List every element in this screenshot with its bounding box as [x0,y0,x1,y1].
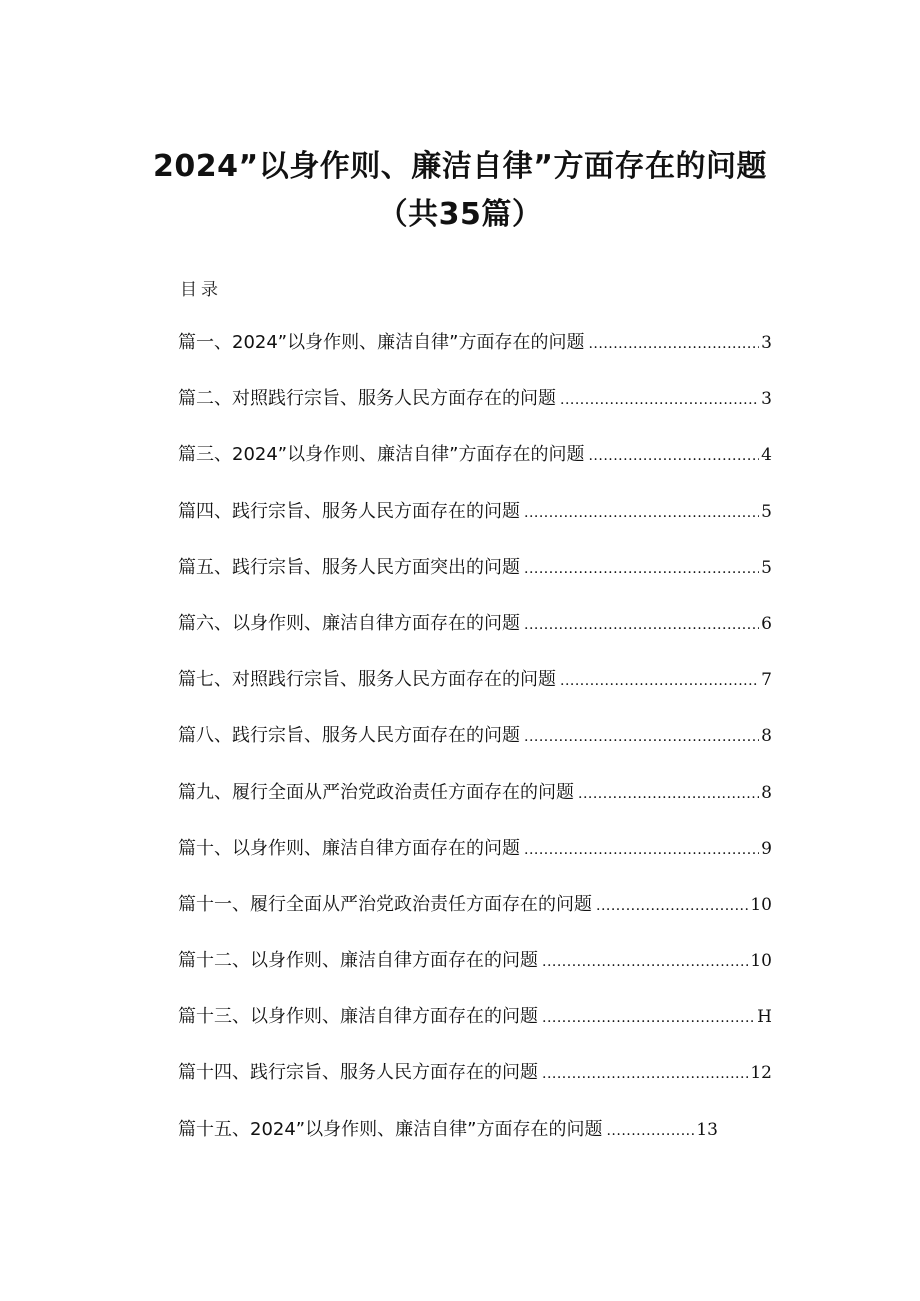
toc-item-label: 篇十五、2024”以身作则、廉洁自律”方面存在的问题 [178,1118,603,1140]
toc-item[interactable] [178,499,772,555]
toc-item-page: 8 [761,782,772,803]
toc-item-label: 篇十二、以身作则、廉洁自律方面存在的问题 [178,950,538,972]
toc-leader [542,1005,755,1031]
toc-item[interactable] [178,1004,772,1060]
toc-leader [524,500,759,526]
toc-item[interactable] [178,1117,718,1173]
toc-item[interactable] [178,948,772,1004]
toc-item-label: 篇五、践行宗旨、服务人民方面突出的问题 [178,556,520,578]
toc-item-page: 6 [761,613,772,634]
toc-item[interactable] [178,723,772,779]
toc-item-label: 篇十三、以身作则、廉洁自律方面存在的问题 [178,1006,538,1028]
toc-item[interactable] [178,386,772,442]
toc-leader [578,781,759,807]
toc-item-label: 篇十四、践行宗旨、服务人民方面存在的问题 [178,1062,538,1084]
toc-leader [560,387,759,413]
toc-leader [524,612,759,638]
toc-item[interactable] [178,836,772,892]
toc-item-page: 10 [750,894,772,915]
toc-item-label: 篇十一、履行全面从严治党政治责任方面存在的问题 [178,893,592,915]
toc-item-label: 篇六、以身作则、廉洁自律方面存在的问题 [178,612,520,634]
toc-item-page: 13 [696,1119,718,1140]
document-title: 2024”以身作则、廉洁自律”方面存在的问题 [153,149,767,184]
toc-item-label: 篇四、践行宗旨、服务人民方面存在的问题 [178,500,520,522]
toc-item-page: 7 [761,670,772,691]
toc-item-page: 12 [750,1063,772,1084]
toc-item-label: 篇三、2024”以身作则、廉洁自律”方面存在的问题 [178,444,585,466]
toc-leader [524,724,759,750]
toc-heading: 目录 [180,280,222,300]
toc-item-page: 9 [761,838,772,859]
toc-item-label: 篇七、对照践行宗旨、服务人民方面存在的问题 [178,669,556,691]
document-subtitle: （共35篇） [377,197,543,232]
toc-item-page: H [757,1007,772,1028]
toc-item-label: 篇一、2024”以身作则、廉洁自律”方面存在的问题 [178,332,585,353]
toc-item-page: 5 [761,501,772,522]
toc-leader [596,893,748,919]
toc-leader [560,668,759,694]
toc-leader [588,443,759,469]
toc-item-label: 篇八、践行宗旨、服务人民方面存在的问题 [178,725,520,747]
toc-item[interactable] [178,780,772,836]
toc-item-label: 篇九、履行全面从严治党政治责任方面存在的问题 [178,781,574,803]
toc-item[interactable] [178,555,772,611]
toc-leader [542,1061,748,1087]
toc-item-label: 篇十、以身作则、廉洁自律方面存在的问题 [178,837,520,859]
toc-item[interactable] [178,611,772,667]
toc-item-label: 篇二、对照践行宗旨、服务人民方面存在的问题 [178,388,556,410]
toc-item-page: 3 [761,389,772,410]
toc-leader [524,837,759,863]
table-of-contents [178,330,772,1173]
toc-item[interactable] [178,330,772,386]
toc-leader [606,1118,694,1144]
toc-item[interactable] [178,892,772,948]
toc-item-page: 10 [750,951,772,972]
toc-item-page: 3 [761,333,772,353]
toc-item-page: 4 [761,445,772,466]
toc-leader [588,331,759,357]
toc-item-page: 8 [761,726,772,747]
toc-item-page: 5 [761,557,772,578]
toc-leader [542,949,748,975]
toc-item[interactable] [178,667,772,723]
toc-item[interactable] [178,1060,772,1116]
toc-item[interactable] [178,442,772,498]
toc-leader [524,556,759,582]
